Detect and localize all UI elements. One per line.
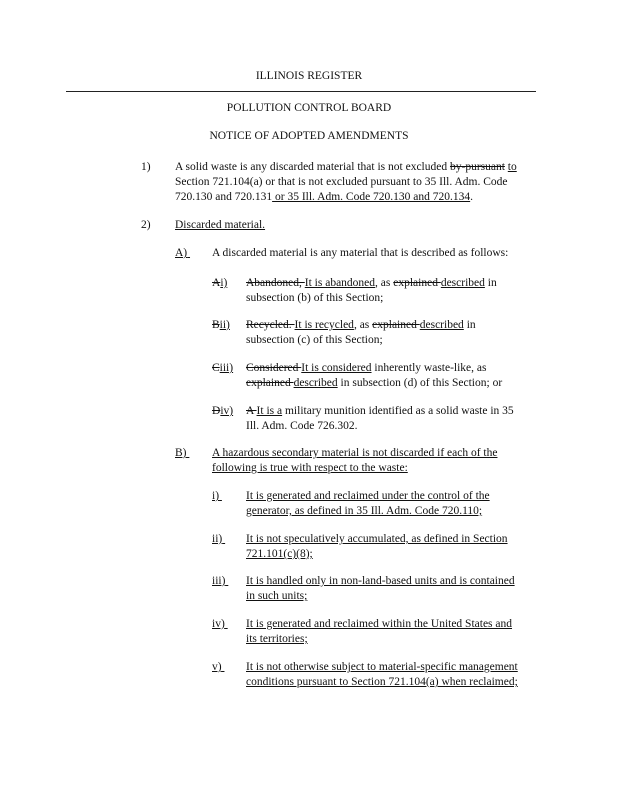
tab-underline — [222, 660, 246, 674]
tab-underline — [225, 574, 245, 588]
deleted-text: Abandoned, — [246, 277, 305, 289]
text: in subsection (d) of this Section; or — [337, 377, 503, 389]
deleted-text: explained — [393, 277, 441, 289]
inserted-text: It is generated and reclaimed under the control of the — [246, 490, 490, 502]
inserted-text: It is handled only in non-land-based units and is contained — [246, 575, 515, 587]
tab-underline — [187, 246, 205, 260]
inserted-text: It is generated and reclaimed within the United States and — [246, 618, 513, 630]
deleted-text: Considered — [246, 362, 302, 374]
text: 720.130 and 720.131 — [175, 191, 273, 203]
item-1-line-2: Section 721.104(a) or that is not excluded pursuant to 35 Ill. Adm. Code — [175, 176, 508, 188]
inserted-text: iii) — [212, 575, 226, 587]
deleted-text: C — [212, 362, 220, 374]
inserted-text: i) — [212, 490, 220, 502]
tab-underline — [219, 489, 247, 503]
inserted-text: ii) — [212, 533, 223, 545]
inserted-text: to — [507, 161, 517, 173]
sub-b-v-line-2 — [246, 675, 518, 689]
inserted-text: conditions pursuant to Section 721.104(a) when reclaimed; — [246, 676, 518, 688]
inserted-text: A hazardous secondary material is not discarded if each of the — [212, 447, 498, 459]
text: A solid waste is any discarded material that is not excluded — [175, 161, 450, 173]
inserted-text: A) — [175, 247, 188, 259]
item-b-line-1 — [212, 446, 497, 460]
sub-i-label — [212, 276, 227, 290]
tab-underline — [222, 532, 246, 546]
sub-ii-line-1 — [246, 318, 476, 332]
item-b-line-2 — [212, 461, 408, 475]
text: in — [484, 277, 497, 289]
sub-b-ii-line-1 — [246, 532, 508, 546]
inserted-text: ii) — [219, 319, 230, 331]
inserted-text: iii) — [219, 362, 234, 374]
inserted-text: It is recycled — [294, 319, 354, 331]
inserted-text: It is a — [256, 405, 283, 417]
inserted-text: It is not otherwise subject to material-specific management — [246, 661, 518, 673]
sub-iii-line-1 — [246, 361, 487, 375]
text: in — [463, 319, 476, 331]
sub-b-iv-line-1 — [246, 617, 512, 631]
deleted-text: Recycled. — [246, 319, 295, 331]
inserted-text: its territories; — [246, 633, 308, 645]
notice-title: NOTICE OF ADOPTED AMENDMENTS — [209, 130, 409, 142]
inserted-text: 721.101(c)(8); — [246, 548, 313, 560]
sub-b-i-line-2 — [246, 504, 482, 518]
inserted-text: iv) — [220, 405, 234, 417]
inserted-text: It is considered — [301, 362, 372, 374]
sub-b-iii-line-2 — [246, 589, 307, 603]
inserted-text: iv) — [212, 618, 225, 630]
sub-b-iv-label — [212, 617, 245, 631]
deleted-text: by-pursuant — [449, 161, 505, 173]
sub-b-iii-line-1 — [246, 574, 515, 588]
sub-iii-line-2 — [246, 376, 502, 390]
inserted-text: or 35 Ill. Adm. Code 720.130 and 720.134 — [272, 191, 471, 203]
deleted-text: explained — [246, 377, 294, 389]
deleted-text: D — [212, 405, 221, 417]
inserted-text: i) — [220, 277, 228, 289]
deleted-text: A — [212, 277, 221, 289]
inserted-text: generator, as defined in 35 Ill. Adm. Code 720.110; — [246, 505, 483, 517]
inserted-text: described — [440, 277, 485, 289]
sub-iv-line-2: Ill. Adm. Code 726.302. — [246, 420, 358, 432]
sub-b-ii-line-2 — [246, 547, 313, 561]
sub-b-v-line-1 — [246, 660, 518, 674]
board-title: POLLUTION CONTROL BOARD — [226, 102, 392, 114]
sub-b-iii-label — [212, 574, 245, 588]
item-2-number: 2) — [141, 219, 151, 231]
inserted-text: following is true with respect to the waste: — [212, 462, 408, 474]
register-title: ILLINOIS REGISTER — [255, 70, 363, 82]
tab-underline — [187, 446, 211, 460]
sub-b-i-label — [212, 489, 247, 503]
inserted-text: described — [293, 377, 338, 389]
sub-b-v-label — [212, 660, 246, 674]
item-a-text: A discarded material is any material that is described as follows: — [212, 247, 509, 259]
item-2-title — [175, 218, 265, 232]
deleted-text: explained — [372, 319, 420, 331]
sub-b-iv-line-2 — [246, 632, 308, 646]
deleted-text: A — [246, 405, 257, 417]
sub-iii-label — [212, 361, 233, 375]
item-b-label — [175, 446, 211, 460]
inserted-text: B) — [175, 447, 187, 459]
sub-b-i-line-1 — [246, 489, 490, 503]
deleted-text: B — [212, 319, 220, 331]
inserted-text: described — [419, 319, 464, 331]
item-a-label — [175, 246, 205, 260]
item-1-line-3 — [175, 190, 473, 204]
inserted-text: Discarded material. — [175, 219, 266, 231]
text: military munition identified as a solid waste in 35 — [282, 405, 514, 417]
text: , as — [375, 277, 394, 289]
inserted-text: v) — [212, 661, 222, 673]
inserted-text: It is abandoned — [304, 277, 376, 289]
header-rule — [66, 91, 536, 92]
sub-iv-label — [212, 404, 233, 418]
inserted-text: It is not speculatively accumulated, as defined in Section — [246, 533, 508, 545]
sub-ii-line-2: subsection (c) of this Section; — [246, 334, 383, 346]
tab-underline — [225, 617, 245, 631]
text: inherently waste-like, as — [371, 362, 487, 374]
sub-i-line-2: subsection (b) of this Section; — [246, 292, 384, 304]
item-1-number: 1) — [141, 161, 151, 173]
sub-iv-line-1 — [246, 404, 514, 418]
text: . — [470, 191, 474, 203]
text: , as — [353, 319, 373, 331]
sub-ii-label — [212, 318, 230, 332]
inserted-text: in such units; — [246, 590, 308, 602]
item-1-line-1 — [175, 160, 517, 174]
sub-b-ii-label — [212, 532, 246, 546]
sub-i-line-1 — [246, 276, 497, 290]
